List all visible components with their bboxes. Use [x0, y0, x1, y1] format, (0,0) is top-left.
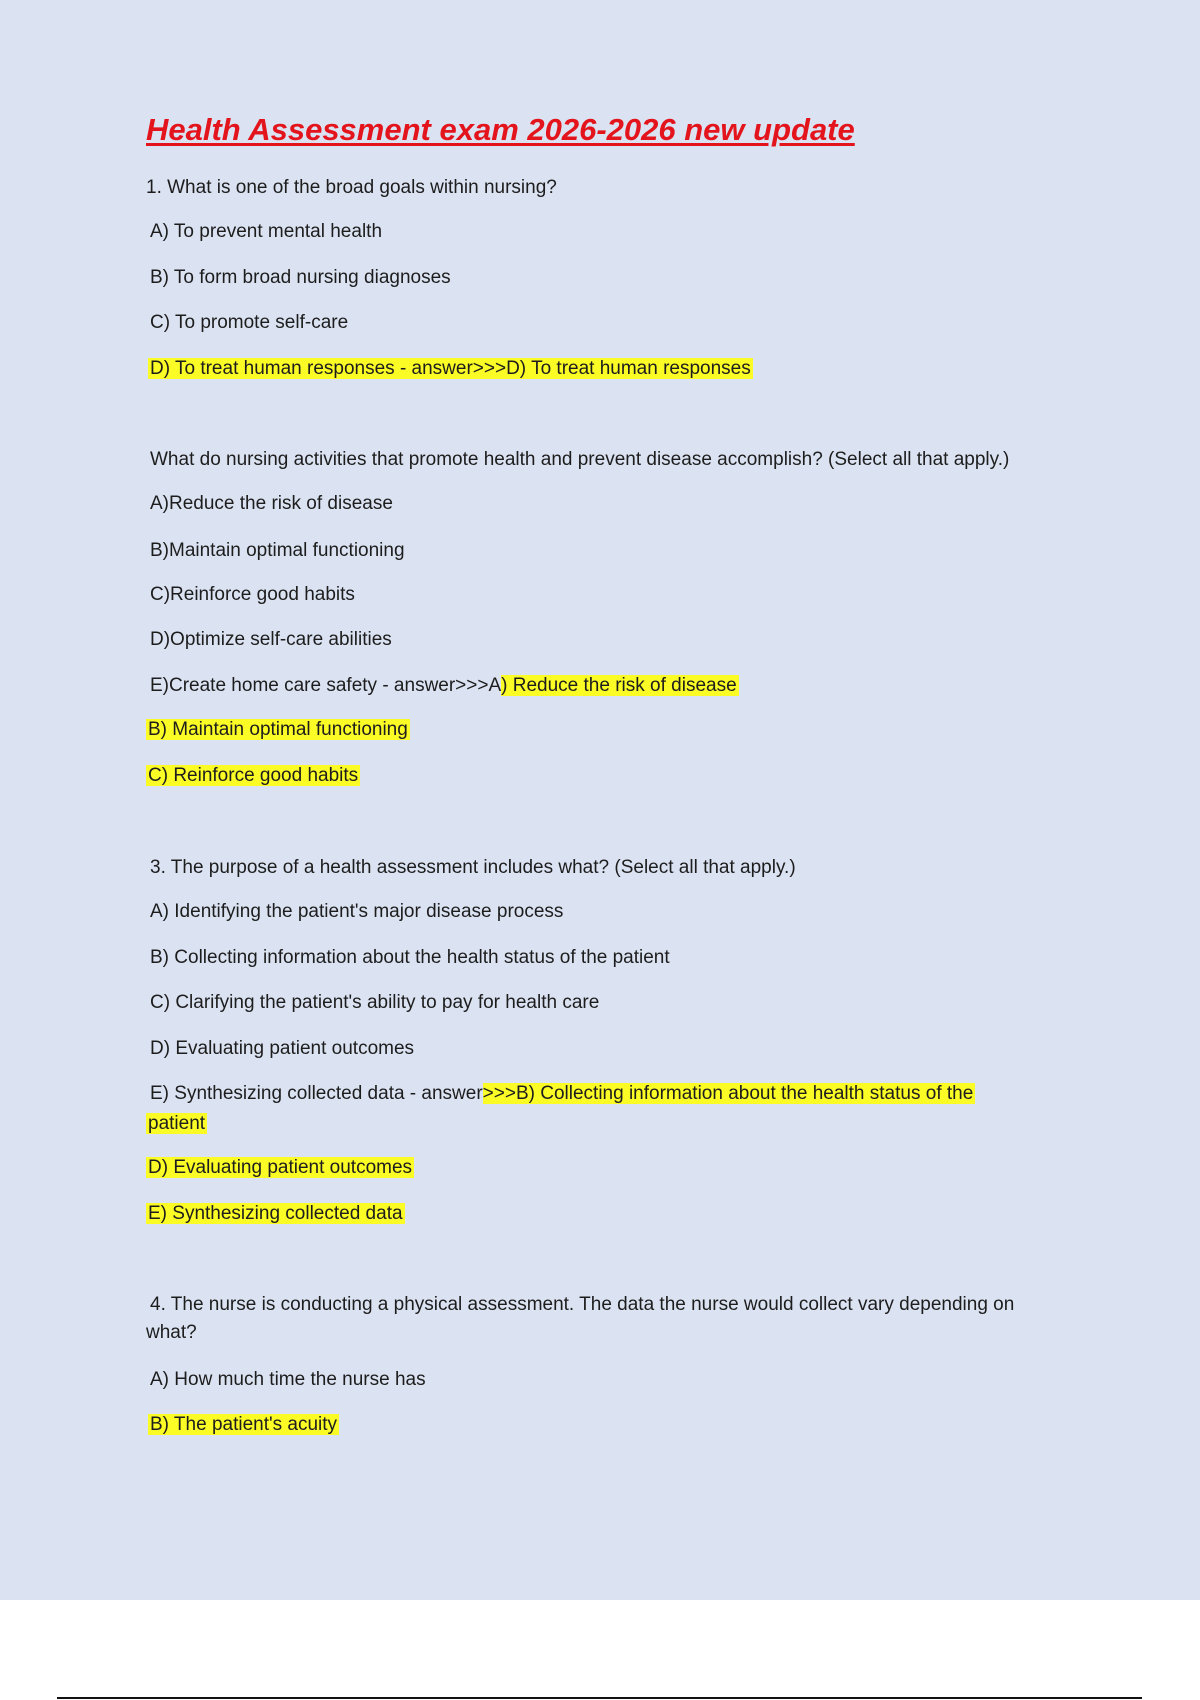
q1-option-b: B) To form broad nursing diagnoses	[150, 267, 451, 288]
q2-option-d: D)Optimize self-care abilities	[150, 629, 392, 650]
q3-option-e-line	[150, 1080, 975, 1107]
q1-option-a: A) To prevent mental health	[150, 221, 383, 242]
q4-answer-highlight-b: B) The patient's acuity	[150, 1414, 338, 1435]
q3-option-d: D) Evaluating patient outcomes	[150, 1038, 415, 1059]
q1-option-c: C) To promote self-care	[150, 312, 349, 333]
q3-answer-highlight-d: D) Evaluating patient outcomes	[148, 1157, 413, 1178]
q1-answer-highlight: D) To treat human responses - answer>>>D) To treat human responses	[150, 358, 751, 379]
q3-answer-highlight-b-cont: patient	[148, 1113, 206, 1134]
q3-answer-b-continuation	[146, 1110, 207, 1137]
question-3: 3. The purpose of a health assessment includes what? (Select all that apply.)	[150, 857, 796, 878]
question-2: What do nursing activities that promote health and prevent disease accomplish? (Select all that apply.)	[150, 449, 1010, 470]
q3-answer-highlight-e: E) Synthesizing collected data	[148, 1203, 403, 1224]
question-1: 1. What is one of the broad goals within nursing?	[146, 177, 557, 198]
q1-answer-line	[148, 355, 753, 382]
q3-answer-d-line	[146, 1154, 414, 1181]
q2-answer-b-line	[146, 716, 410, 743]
q3-option-a: A) Identifying the patient's major disease process	[150, 901, 564, 922]
question-4-cont: what?	[146, 1322, 197, 1343]
q3-option-b: B) Collecting information about the health status of the patient	[150, 947, 670, 968]
question-4: 4. The nurse is conducting a physical assessment. The data the nurse would collect vary depending on	[150, 1294, 1015, 1315]
q2-answer-c-line	[146, 762, 360, 789]
q2-option-a: A)Reduce the risk of disease	[150, 493, 393, 514]
q3-option-c: C) Clarifying the patient's ability to pay for health care	[150, 992, 600, 1013]
q2-option-c: C)Reinforce good habits	[150, 584, 355, 605]
footer-divider	[57, 1697, 1142, 1699]
q2-answer-highlight-a: ) Reduce the risk of disease	[501, 675, 737, 696]
document-title: Health Assessment exam 2026-2026 new update	[146, 112, 855, 147]
q3-answer-e-line	[146, 1200, 405, 1227]
q2-option-e-line	[150, 672, 739, 699]
q2-option-e: E)Create home care safety - answer>>>A	[150, 675, 502, 696]
q4-option-a: A) How much time the nurse has	[150, 1369, 426, 1390]
q4-answer-line	[148, 1411, 339, 1438]
q2-option-b: B)Maintain optimal functioning	[150, 540, 405, 561]
q2-answer-highlight-b: B) Maintain optimal functioning	[148, 719, 408, 740]
q3-option-e: E) Synthesizing collected data - answer	[150, 1083, 483, 1104]
q2-answer-highlight-c: C) Reinforce good habits	[148, 765, 359, 786]
q3-answer-highlight-b: >>>B) Collecting information about the health status of the	[482, 1083, 974, 1104]
